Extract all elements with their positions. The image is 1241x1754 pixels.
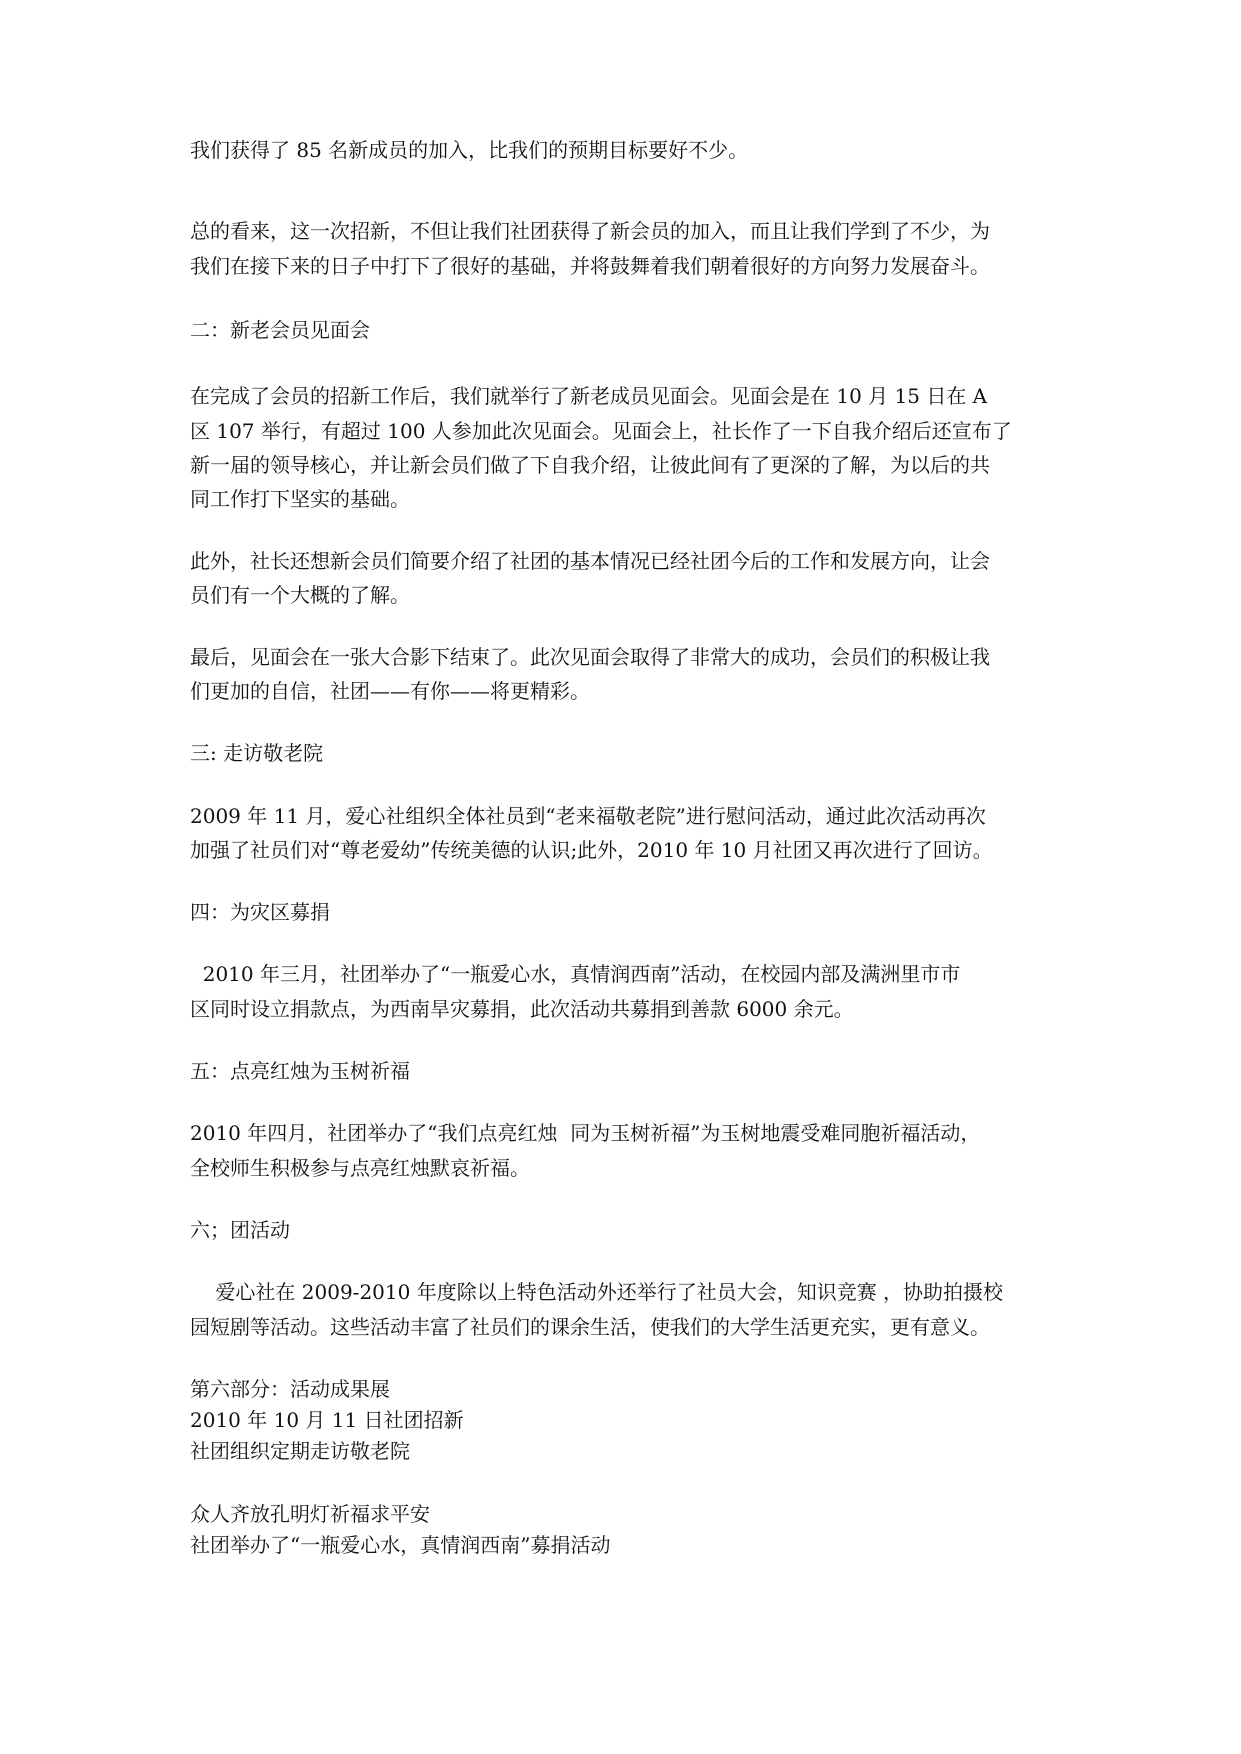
paragraph-line: 全校师生积极参与点亮红烛默哀祈福。 [190,1156,530,1180]
paragraph-line: 众人齐放孔明灯祈福求平安 [190,1502,430,1526]
paragraph-line: 员们有一个大概的了解。 [190,583,410,607]
paragraph-line: 新一届的领导核心，并让新会员们做了下自我介绍，让彼此间有了更深的了解，为以后的共 [190,453,990,477]
paragraph-line: 2010 年 10 月 11 日社团招新 [190,1408,464,1432]
paragraph-line: 总的看来，这一次招新，不但让我们社团获得了新会员的加入，而且让我们学到了不少，为 [190,219,990,243]
paragraph-line: 此外，社长还想新会员们简要介绍了社团的基本情况已经社团今后的工作和发展方向，让会 [190,549,990,573]
paragraph-line: 2010 年四月，社团举办了“我们点亮红烛 同为玉树祈福”为玉树地震受难同胞祈福活动， [190,1121,981,1145]
paragraph-line: 最后，见面会在一张大合影下结束了。此次见面会取得了非常大的成功，会员们的积极让我 [190,645,990,669]
paragraph-line: 社团举办了“一瓶爱心水，真情润西南”募捐活动 [190,1533,611,1557]
section-heading: 二：新老会员见面会 [190,318,370,342]
paragraph-line: 同工作打下坚实的基础。 [190,487,410,511]
paragraph-line: 们更加的自信，社团——有你——将更精彩。 [190,679,590,703]
paragraph-line: 区 107 举行，有超过 100 人参加此次见面会。见面会上，社长作了一下自我介绍后还宣布了 [190,419,1012,443]
paragraph-line: 我们获得了 85 名新成员的加入，比我们的预期目标要好不少。 [190,138,749,162]
paragraph-line: 爱心社在 2009-2010 年度除以上特色活动外还举行了社员大会，知识竞赛 ，协助拍摄校 [190,1280,1004,1304]
paragraph-line: 园短剧等活动。这些活动丰富了社员们的课余生活，使我们的大学生活更充实，更有意义。 [190,1315,990,1339]
paragraph-line: 2010 年三月，社团举办了“一瓶爱心水，真情润西南”活动，在校园内部及满洲里市市 [190,962,961,986]
paragraph-line: 2009 年 11 月，爱心社组织全体社员到“老来福敬老院”进行慰问活动，通过此次活动再次 [190,804,986,828]
section-heading: 五：点亮红烛为玉树祈福 [190,1059,410,1083]
section-heading: 第六部分：活动成果展 [190,1377,390,1401]
paragraph-line: 加强了社员们对“尊老爱幼”传统美德的认识;此外，2010 年 10 月社团又再次进行了回访。 [190,838,993,862]
paragraph-line: 社团组织定期走访敬老院 [190,1439,410,1463]
section-heading: 四：为灾区募捐 [190,900,330,924]
paragraph-line: 我们在接下来的日子中打下了很好的基础，并将鼓舞着我们朝着很好的方向努力发展奋斗。 [190,254,990,278]
section-heading: 六；团活动 [190,1218,290,1242]
paragraph-line: 区同时设立捐款点，为西南旱灾募捐，此次活动共募捐到善款 6000 余元。 [190,997,854,1021]
paragraph-line: 在完成了会员的招新工作后，我们就举行了新老成员见面会。见面会是在 10 月 15 日在 A [190,384,988,408]
section-heading: 三: 走访敬老院 [190,741,324,765]
